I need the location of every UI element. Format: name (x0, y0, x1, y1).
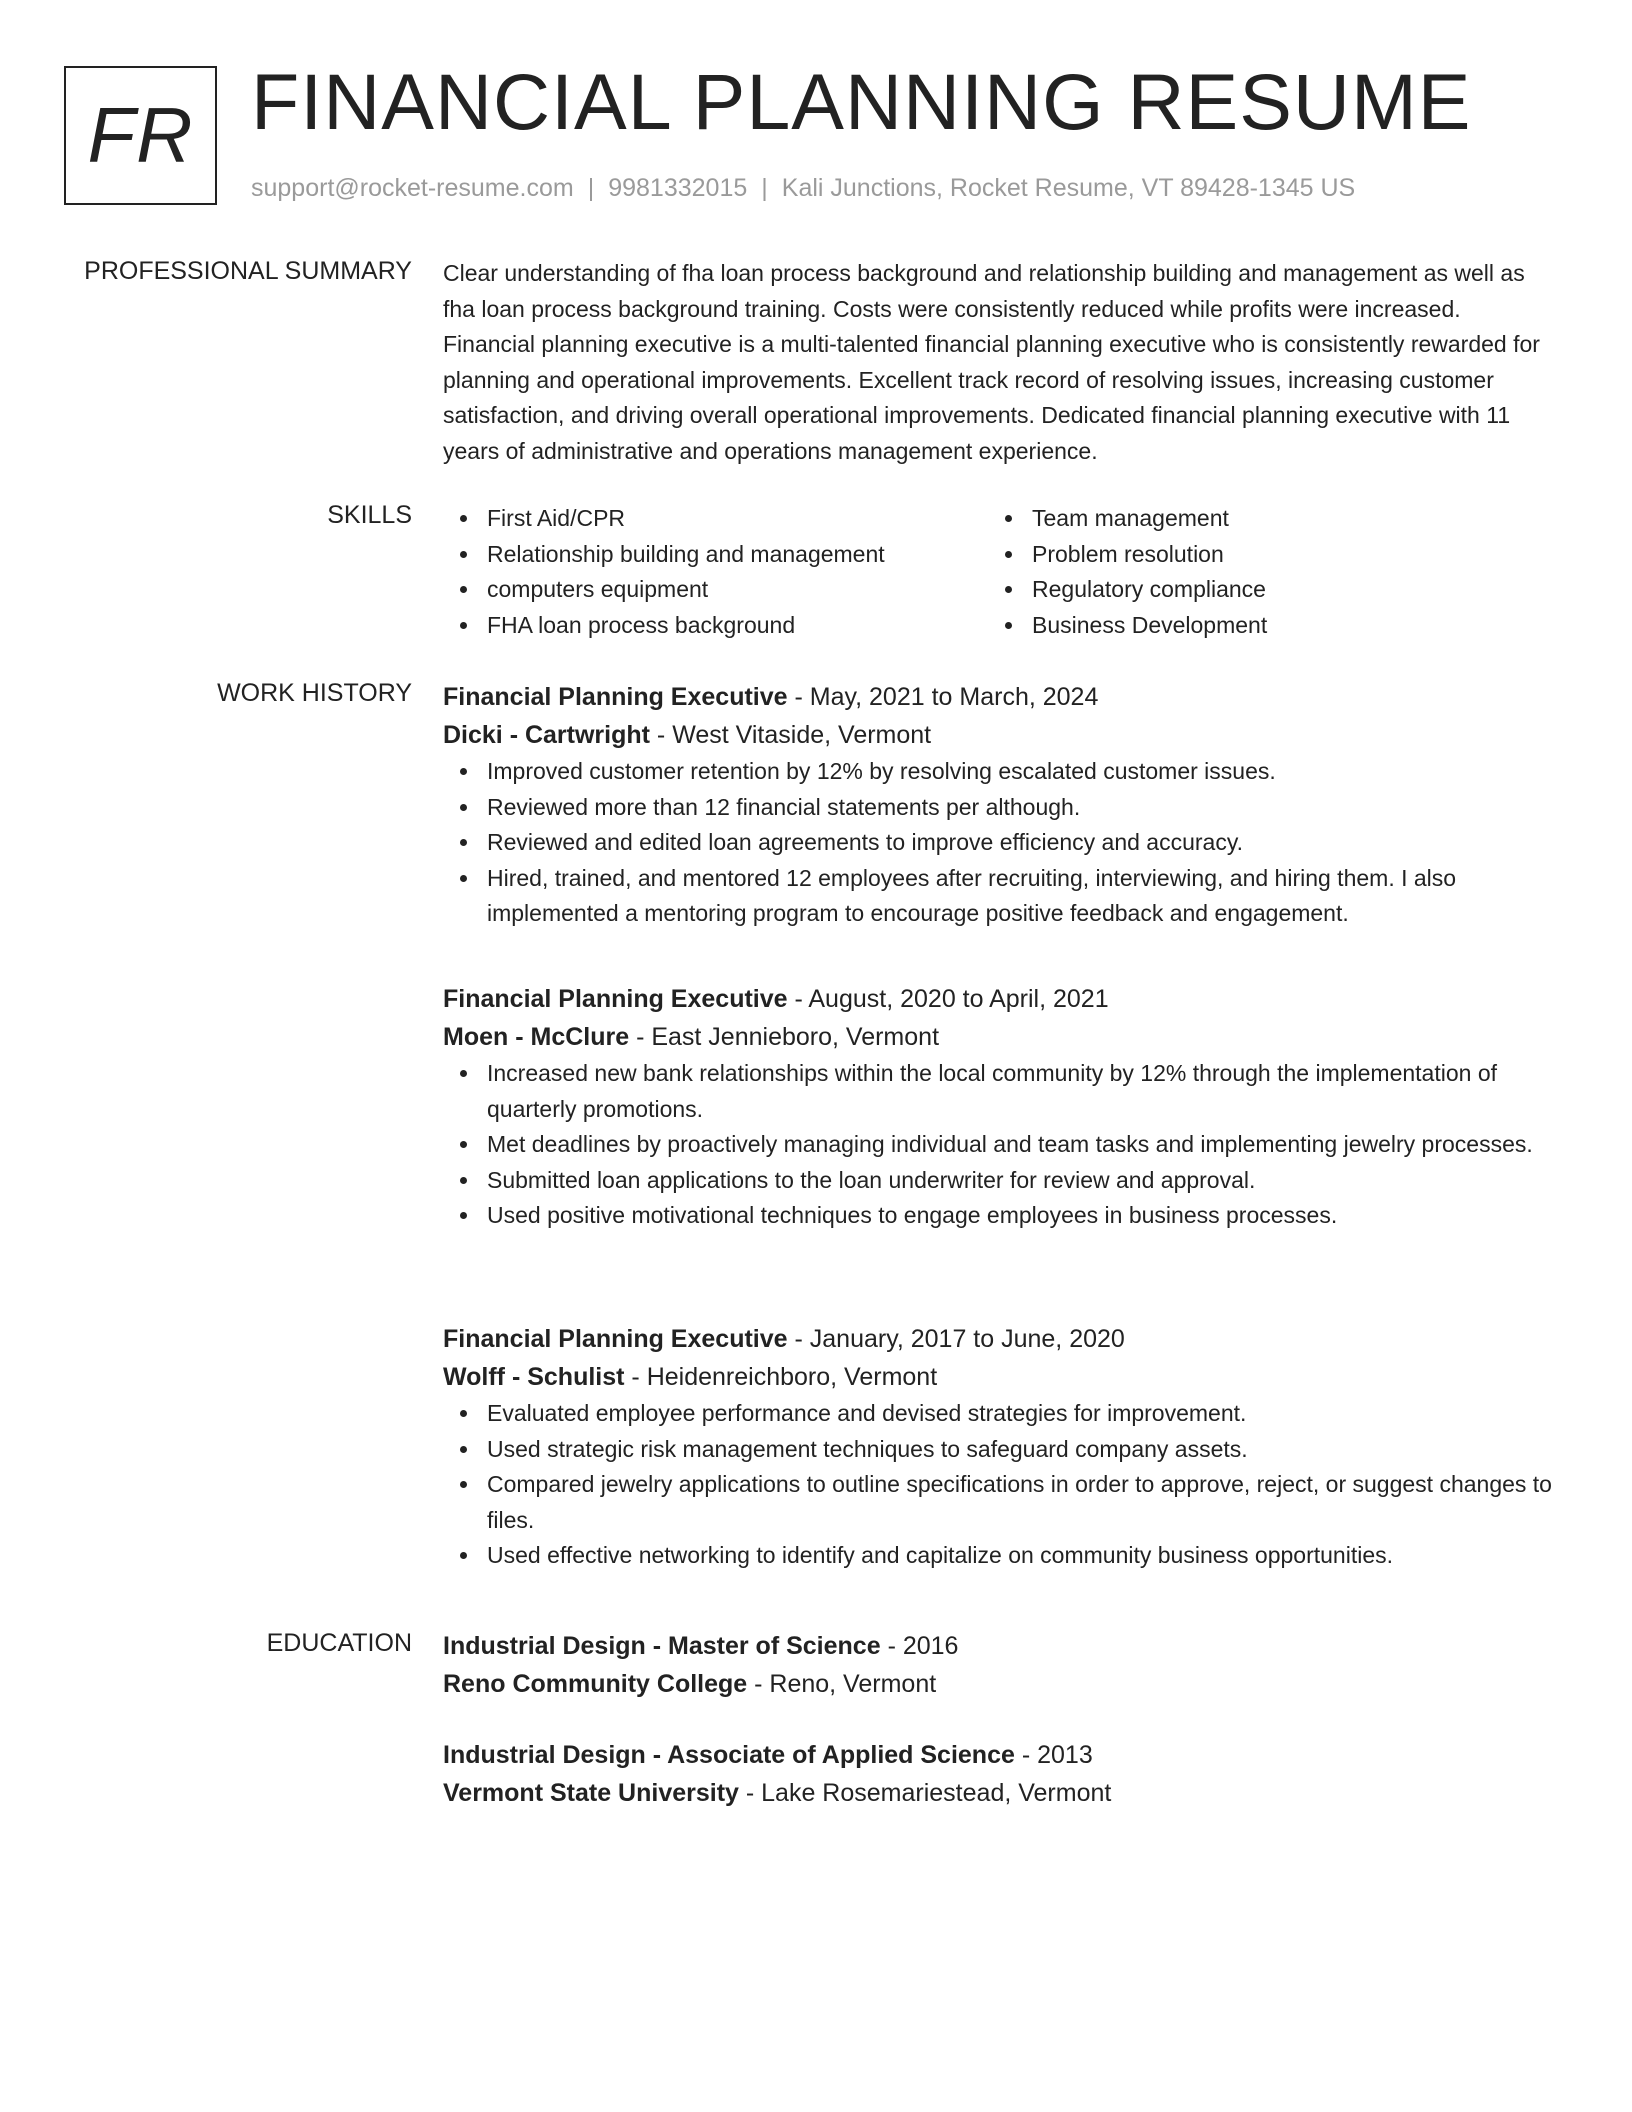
skills-list-right (988, 501, 1533, 643)
work-history-heading: WORK HISTORY (217, 679, 412, 707)
skill-item: Problem resolution (988, 537, 1533, 573)
skill-item: FHA loan process background (443, 608, 988, 644)
summary-section (443, 256, 1553, 469)
job-dates: - January, 2017 to June, 2020 (787, 1325, 1125, 1353)
job-bullet: Compared jewelry applications to outline specifications in order to approve, reject, or suggest changes to files. (443, 1467, 1553, 1538)
job-bullet: Evaluated employee performance and devised strategies for improvement. (443, 1396, 1553, 1432)
job-bullet: Improved customer retention by 12% by resolving escalated customer issues. (443, 754, 1553, 790)
degree-line (443, 1627, 1553, 1665)
contact-phone[interactable]: 9981332015 (608, 174, 748, 202)
job-org-line (443, 716, 1553, 754)
skill-item: Team management (988, 501, 1533, 537)
education-heading: EDUCATION (266, 1629, 412, 1657)
job-bullet: Reviewed and edited loan agreements to improve efficiency and accuracy. (443, 825, 1553, 861)
job-title-line (443, 678, 1553, 716)
initials: FR (87, 91, 194, 179)
company-name: Dicki - Cartwright (443, 721, 650, 749)
job-bullets (443, 754, 1553, 932)
job-bullet: Met deadlines by proactively managing individual and team tasks and implementing jewelry processes. (443, 1127, 1553, 1163)
skill-item: Business Development (988, 608, 1533, 644)
job-title-line (443, 1320, 1553, 1358)
job-bullet: Hired, trained, and mentored 12 employees after recruiting, interviewing, and hiring them. I also implemented a mentoring program to encourage positive feedback and engagement. (443, 861, 1553, 932)
job-bullet: Used effective networking to identify and capitalize on community business opportunities. (443, 1538, 1553, 1574)
job-entry (443, 980, 1553, 1234)
job-location: - Heidenreichboro, Vermont (624, 1363, 938, 1391)
education-entry (443, 1736, 1553, 1812)
separator: | (587, 174, 595, 202)
school-name: Reno Community College (443, 1670, 748, 1698)
job-bullet: Used strategic risk management techniques to safeguard company assets. (443, 1432, 1553, 1468)
school-location: - Lake Rosemariestead, Vermont (738, 1779, 1112, 1807)
contact-line (251, 174, 1355, 203)
job-dates: - August, 2020 to April, 2021 (787, 985, 1109, 1013)
job-title: Financial Planning Executive (443, 683, 788, 711)
job-bullet: Increased new bank relationships within the local community by 12% through the implementation of quarterly promotions. (443, 1056, 1553, 1127)
skills-list-left (443, 501, 988, 643)
job-entry (443, 1320, 1553, 1574)
monogram-box (64, 66, 217, 205)
degree-line (443, 1736, 1553, 1774)
education-entry (443, 1627, 1553, 1703)
job-dates: - May, 2021 to March, 2024 (787, 683, 1099, 711)
skills-heading: SKILLS (327, 501, 412, 529)
separator: | (761, 174, 768, 202)
skills-section (443, 501, 1553, 643)
skill-item: First Aid/CPR (443, 501, 988, 537)
summary-heading: PROFESSIONAL SUMMARY (84, 257, 412, 285)
job-title: Financial Planning Executive (443, 985, 788, 1013)
job-bullets (443, 1396, 1553, 1574)
job-title-line (443, 980, 1553, 1018)
degree-year: - 2013 (1014, 1741, 1093, 1769)
job-location: - East Jennieboro, Vermont (629, 1023, 940, 1051)
contact-address: Kali Junctions, Rocket Resume, VT 89428-1345 US (781, 174, 1356, 202)
degree-year: - 2016 (880, 1632, 959, 1660)
job-title: Financial Planning Executive (443, 1325, 788, 1353)
job-org-line (443, 1018, 1553, 1056)
skill-item: computers equipment (443, 572, 988, 608)
school-line (443, 1774, 1553, 1812)
skill-item: Relationship building and management (443, 537, 988, 573)
job-bullet: Submitted loan applications to the loan underwriter for review and approval. (443, 1163, 1553, 1199)
job-org-line (443, 1358, 1553, 1396)
job-location: - West Vitaside, Vermont (649, 721, 932, 749)
job-bullets (443, 1056, 1553, 1234)
degree-name: Industrial Design - Associate of Applied Science (443, 1741, 1015, 1769)
school-location: - Reno, Vermont (747, 1670, 937, 1698)
skill-item: Regulatory compliance (988, 572, 1533, 608)
resume-title: FINANCIAL PLANNING RESUME (251, 57, 1472, 146)
job-bullet: Used positive motivational techniques to engage employees in business processes. (443, 1198, 1553, 1234)
company-name: Moen - McClure (443, 1023, 630, 1051)
summary-text: Clear understanding of fha loan process background and relationship building and management as well as fha loan process background training. Costs were consistently reduced while profits were increased. Financial planning executive is a multi-talented financial planning executive who is consistently rewarded for planning and operational improvements. Excellent track record of resolving issues, increasing customer satisfaction, and driving overall operational improvements. Dedicated financial planning executive with 11 years of administrative and operations management experience. (443, 260, 1540, 464)
school-name: Vermont State University (443, 1779, 739, 1807)
contact-email[interactable]: support@rocket-resume.com (251, 174, 574, 202)
job-entry (443, 678, 1553, 932)
job-bullet: Reviewed more than 12 financial statements per although. (443, 790, 1553, 826)
school-line (443, 1665, 1553, 1703)
degree-name: Industrial Design - Master of Science (443, 1632, 881, 1660)
company-name: Wolff - Schulist (443, 1363, 625, 1391)
